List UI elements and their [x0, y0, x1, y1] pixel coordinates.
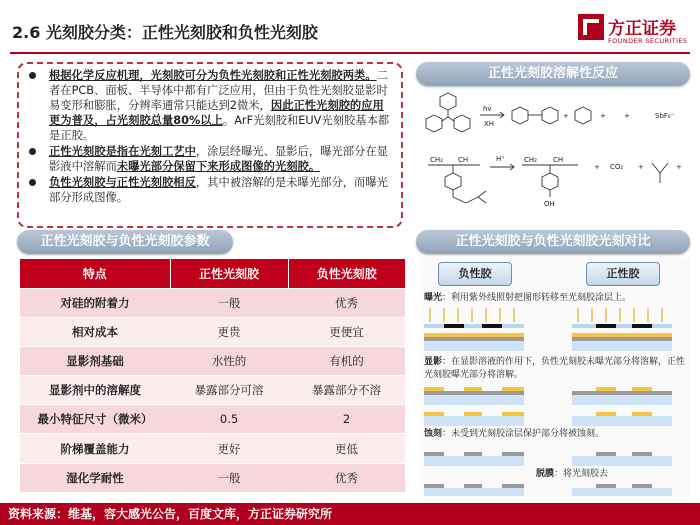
bullet-text: 正性光刻胶是指在光刻工艺中 [49, 145, 196, 158]
chem-ch-label: CH [458, 156, 469, 164]
chem-sbf6: SbF₆⁻ [655, 112, 675, 120]
bullet-text: 。ArF光刻胶和EUV光刻胶基本都是正胶。 [49, 114, 390, 142]
compare-section-header: 正性光刻胶与负性光刻胶光刻对比 [416, 230, 690, 254]
chem-ch2-label: CH₂ [524, 156, 537, 164]
table-cell: 显影剂中的溶解度 [20, 376, 170, 405]
chem-xh-label: XH [484, 120, 495, 128]
table-cell: 更好 [170, 434, 288, 463]
bullet-text: 负性光刻胶与正性光刻胶相反 [49, 176, 196, 189]
chem-hplus-label: H⁺ [496, 155, 505, 163]
chem-plus: + [600, 112, 606, 120]
reaction-diagram [420, 85, 690, 225]
strip-text: ：将光刻胶去 [554, 469, 609, 479]
logo-english-name: FOUNDER SECURITIES [608, 37, 688, 45]
table-cell: 一般 [170, 463, 288, 492]
reaction-section-header: 正性光刻胶溶解性反应 [416, 62, 690, 86]
params-section-header: 正性光刻胶与负性光刻胶参数 [17, 230, 233, 254]
chem-plus: + [624, 112, 630, 120]
founder-logo-icon [578, 14, 604, 40]
table-cell: 对硅的附着力 [20, 288, 170, 317]
table-cell: 有机的 [288, 346, 405, 375]
table-cell: 暴露部分可溶 [170, 376, 288, 405]
lithography-comparison-diagram [420, 258, 690, 498]
bullet-text: 未曝光部分保留下来形成图像的光刻胶。 [116, 160, 321, 173]
bullet-item [27, 68, 395, 143]
table-cell: 水性的 [170, 346, 288, 375]
positive-resist-label: 正性胶 [586, 262, 660, 286]
strip-key: 脱膜 [536, 469, 555, 479]
develop-text: ：在显影溶液的作用下，负性光刻胶未曝光部分将溶解，正性光刻胶曝光部分将溶解。 [424, 357, 686, 380]
params-table [20, 259, 405, 492]
exposure-illustration [420, 306, 690, 356]
table-header-row [20, 259, 405, 288]
bullet-text: 因此正性光刻胶的应用更为普及，占光刻胶总量80%以上 [49, 99, 384, 127]
etch-key: 蚀刻 [424, 429, 443, 439]
page-title: 2.6 光刻胶分类：正性光刻胶和负性光刻胶 [12, 23, 318, 42]
table-row [20, 463, 405, 492]
bullet-text: 二者在PCB、面板、半导体中都有广泛应用，但由于负性光刻胶显影时易变形和膨胀，分辨率通常只能达到2微米， [49, 69, 388, 112]
table-cell: 优秀 [288, 463, 405, 492]
bullet-dot-icon [29, 148, 36, 155]
table-row [20, 288, 405, 317]
chem-plus: + [563, 112, 569, 120]
etch-result-illustration [420, 448, 690, 468]
table-cell: 2 [288, 405, 405, 434]
header-negative: 负性光刻胶 [288, 259, 405, 288]
logo-chinese-name: 方正证券 [608, 19, 676, 39]
chem-ch2-label: CH₂ [430, 156, 443, 164]
table-cell: 湿化学耐性 [20, 463, 170, 492]
chem-plus: + [676, 163, 682, 171]
chem-plus: + [638, 163, 644, 171]
table-cell: 优秀 [288, 288, 405, 317]
title-divider [10, 52, 690, 54]
chem-plus: + [594, 163, 600, 171]
table-row [20, 376, 405, 405]
table-cell: 更低 [288, 434, 405, 463]
table-cell: 一般 [170, 288, 288, 317]
table-cell: 更便宜 [288, 317, 405, 346]
table-cell: 显影剂基础 [20, 346, 170, 375]
chem-co2-label: CO₂ [610, 163, 624, 171]
founder-logo [578, 12, 690, 48]
table-row [20, 405, 405, 434]
table-cell: 相对成本 [20, 317, 170, 346]
source-footer: 资料来源：维基，容大感光公告，百度文库，方正证券研究所 [0, 503, 700, 525]
chem-hv-label: hv [483, 105, 492, 113]
bullet-text: ，涂层经曝光、显影后，曝光部分在显影液中溶解而 [49, 145, 388, 173]
bullet-item [27, 144, 395, 174]
table-cell: 暴露部分不溶 [288, 376, 405, 405]
bullet-text: 根据化学反应机理，光刻胶可分为负性光刻胶和正性光刻胶两类。 [49, 69, 377, 82]
table-row [20, 317, 405, 346]
develop-description [424, 356, 686, 382]
bullet-item [27, 175, 395, 205]
table-cell: 0.5 [170, 405, 288, 434]
bullet-dot-icon [29, 179, 36, 186]
bullet-dot-icon [29, 72, 36, 79]
header-feature: 特点 [20, 259, 170, 288]
exposure-text: ：利用紫外线照射把图形转移至光刻胶涂层上。 [442, 293, 632, 303]
table-cell: 阶梯覆盖能力 [20, 434, 170, 463]
exposure-description [424, 292, 686, 305]
bullet-points-box [17, 62, 403, 228]
bullet-text: ，其中被溶解的是未曝光部分，而曝光部分形成图像。 [49, 176, 388, 204]
etch-text: ：未受到光刻胶涂层保护部分将被蚀刻。 [442, 429, 605, 439]
chem-ch-label: CH [553, 156, 564, 164]
table-cell: 最小特征尺寸（微米） [20, 405, 170, 434]
etch-illustration [420, 408, 690, 428]
table-row [20, 346, 405, 375]
etch-description [424, 428, 686, 441]
header-positive: 正性光刻胶 [170, 259, 288, 288]
negative-resist-label: 负性胶 [438, 262, 512, 286]
chem-oh-label: OH [544, 200, 555, 208]
strip-illustration [420, 480, 690, 498]
table-row [20, 434, 405, 463]
develop-key: 显影 [424, 357, 443, 367]
exposure-key: 曝光 [424, 293, 443, 303]
table-cell: 更贵 [170, 317, 288, 346]
develop-illustration [420, 383, 690, 411]
